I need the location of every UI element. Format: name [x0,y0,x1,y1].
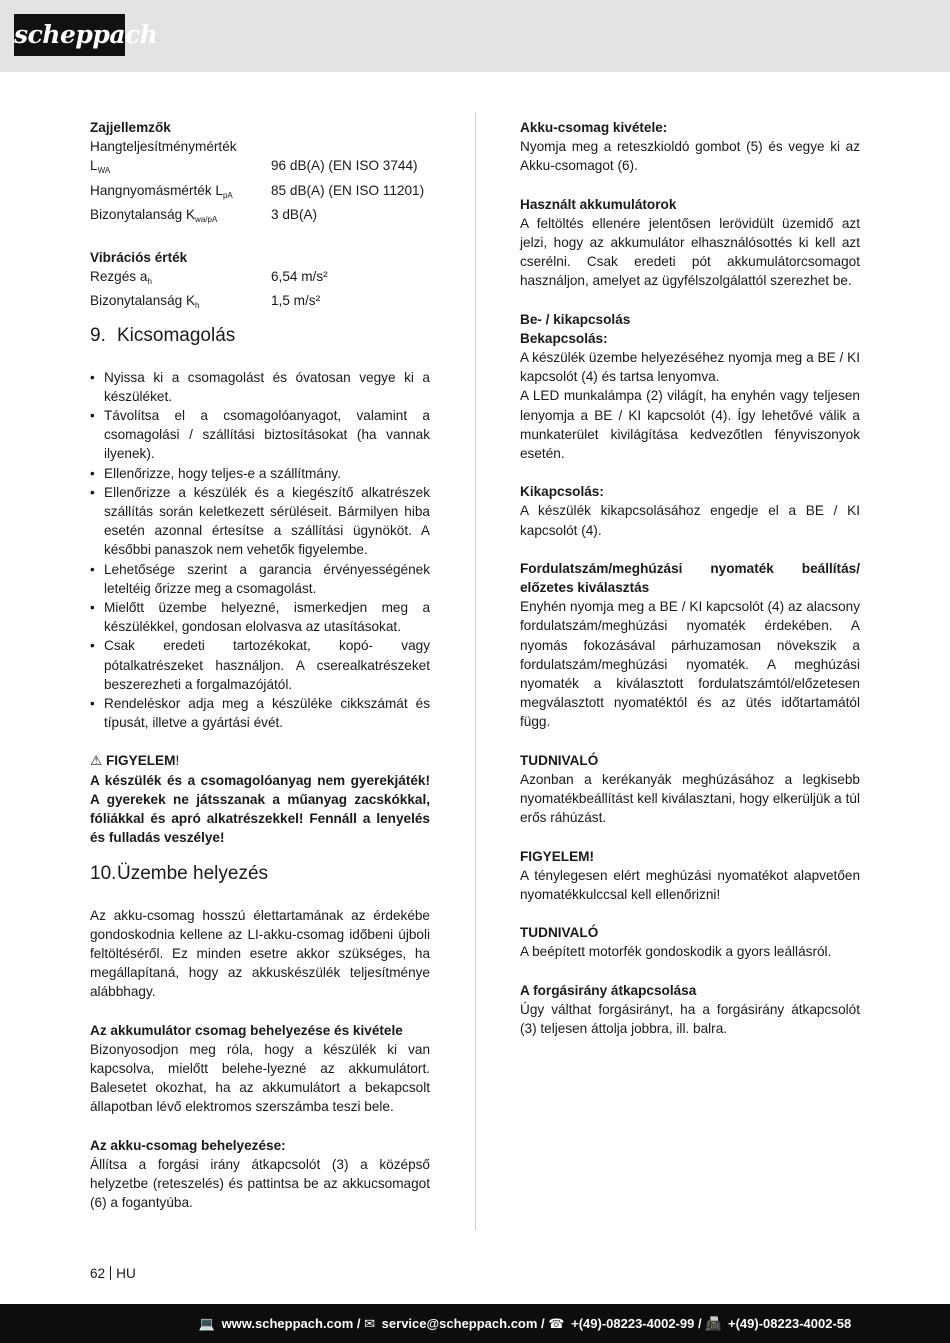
switch-on-paragraph-2: A LED munkalámpa (2) világít, ha enyhén vagy teljesen lenyomja a BE / KI kapcsolót (4). Így lehetővé válik a munkaterület kivilágítása kedvezőtlen fényviszonyok esetén. [520,388,860,462]
right-column [520,118,860,1038]
section-9-heading: 9. Kicsomagolás [90,324,236,346]
warning-heading: ⚠ FIGYELEM! [90,753,180,769]
section-10-heading: 10.Üzembe helyezés [90,862,269,884]
insert-heading: Az akku-csomag behelyezése: [90,1137,286,1153]
spec-label: Bizonytalanság $K_{wa/pA}$ [90,206,218,224]
footer-fax: +(49)-08223-4002-58 [728,1316,852,1331]
spec-row [90,156,430,180]
speed-torque-heading: Fordulatszám/meghúzási nyomaték beállítás/ előzetes kiválasztás [520,560,860,596]
note-2-heading: TUDNIVALÓ [520,925,599,941]
noise-spec-table [90,156,430,229]
direction-heading: A forgásirány átkapcsolása [520,982,697,998]
speed-torque-paragraph: Enyhén nyomja meg a BE / KI kapcsolót (4) az alacsony fordulatszám/meghúzási nyomaték érdekében. A nyomás fokozásával párhuzamosan növekszik a fordulatszám/meghúzási nyomaték. A meghúzási nyomaték a kiválasztott fordulatszámtól/előzetesen megválasztott nyomatéktól és az ütés időtartamától függ. [520,599,860,730]
list-item: • Mielőtt üzembe helyezné, ismerkedjen meg a készülékkel, gondosan elolvasva az utasításokat. [90,598,430,636]
vibration-spec-table [90,267,430,315]
footer-phone: +(49)-08223-4002-99 / [571,1316,702,1331]
spec-label: Bizonytalanság $K_h$ [90,293,200,311]
spec-value: 85 dB(A) (EN ISO 11201) [271,182,425,198]
page-number: 62 HU [90,1266,136,1281]
direction-paragraph: Úgy válthat forgásirányt, ha a forgásirány átkapcsolót (3) teljesen áttolja jobbra, ill. balra. [520,1001,860,1036]
used-batteries-paragraph: A feltöltés ellenére jelentősen lerövidült üzemidő azt jelzi, hogy az akkumulátor elhasználósottés ki kell azt cserélni. Csak eredeti pót akkumulátorcsomagot használjon, amelyet az ügyfélszolgálattól szerezhet be. [520,215,860,289]
list-item: • Távolítsa el a csomagolóanyagot, valamint a csomagolási / szállítási biztosításokat (ha vannak ilyenek). [90,406,430,464]
noise-subtitle: Hangteljesítménymérték [90,139,237,155]
page-footer [0,1304,950,1343]
brand-logo: scheppach [14,14,125,56]
noise-title: Zajjellemzők [90,120,171,135]
list-item: • Nyissa ki a csomagolást és óvatosan vegye ki a készüléket. [90,368,430,406]
note-1-heading: TUDNIVALÓ [520,752,599,768]
warning-icon: ⚠ [90,753,103,769]
spec-value: 96 dB(A) (EN ISO 3744) [271,158,418,174]
list-item: • Rendeléskor adja meg a készüléke cikkszámát és típusát, illetve a gyártási évét. [90,694,430,732]
spec-label: $L_{WA}$ [90,158,111,176]
switch-on-paragraph-1: A készülék üzembe helyezéséhez nyomja meg a BE / KI kapcsolót (4) és tartsa lenyomva. [520,350,860,385]
insert-remove-heading: Az akkumulátor csomag behelyezése és kivétele [90,1022,403,1038]
list-item: • Ellenőrizze, hogy teljes-e a szállítmány. [90,464,430,483]
list-item: • Ellenőrizze a készülék és a kiegészítő alkatrészek szállítás során keletkezett sérüléseit. Bármilyen hiba esetén azonnal értesítse a szállítási ügynököt. A későbbi panaszok nem vehetők figyelembe. [90,483,430,560]
spec-label: Hangnyomásmérték $L_{pA}$ [90,182,233,200]
switch-off-paragraph: A készülék kikapcsolásához engedje el a BE / KI kapcsolót (4). [520,503,860,538]
insert-remove-paragraph: Bizonyosodjon meg róla, hogy a készülék ki van kapcsolva, mielőtt belehe-lyezné az akkumulátort. Balesetet okozhat, ha az akkumulátort a bekapcsolt állapotban lévő elektromos szerszámba teszi bele. [90,1041,430,1115]
list-item: • Csak eredeti tartozékokat, kopó- vagy pótalkatrészeket használjon. A cserealkatrészeket beszerezheti a forgalmazójától. [90,636,430,694]
left-column [90,118,430,1212]
column-divider [475,112,476,1230]
list-item: • Lehetősége szerint a garancia érvényességének leteltéig őrizze meg a csomagolást. [90,560,430,598]
note-1-paragraph: Azonban a kerékanyák meghúzásához a legkisebb nyomatékbeállítást kell kiválasztani, hogy elkerüljük a túl erős ráhúzást. [520,771,860,826]
spec-value: 1,5 m/s² [271,293,321,309]
vibration-title: Vibrációs érték [90,250,188,266]
remove-heading: Akku-csomag kivétele: [520,120,668,135]
footer-website[interactable]: www.scheppach.com / [221,1316,361,1331]
spec-row [90,291,430,315]
attention-heading: FIGYELEM! [520,848,595,864]
spec-value: 3 dB(A) [271,206,318,222]
computer-icon: 💻 [198,1316,215,1331]
footer-email[interactable]: service@scheppach.com / [381,1316,545,1331]
insert-paragraph: Állítsa a forgási irány átkapcsolót (3) a középső helyzetbe (reteszelés) és pattintsa be az akkucsomagot (6) a fogantyúba. [90,1156,430,1211]
mail-icon: ✉ [364,1316,376,1331]
onoff-heading: Be- / kikapcsolás [520,311,631,327]
intro-paragraph: Az akku-csomag hosszú élettartamának az érdekébe gondoskodnia kellene az LI-akku-csomag időbeni újboli feltöltéséről. Ez minden esetre akkor szükséges, ha megállapítaná, hogy az akkuskészülék teljesítménye alábbhagy. [90,907,430,1000]
note-2-paragraph: A beépített motorfék gondoskodik a gyors leállásról. [520,944,832,960]
fax-icon: 📠 [705,1316,722,1331]
phone-icon: ☎ [548,1316,565,1331]
spec-label: Rezgés $a_h$ [90,269,152,287]
spec-row [90,205,430,229]
used-batteries-heading: Használt akkumulátorok [520,196,677,212]
remove-paragraph: Nyomja meg a reteszkioldó gombot (5) és vegye ki az Akku-csomagot (6). [520,139,860,174]
spec-value: 6,54 m/s² [271,269,328,285]
unpacking-list [90,368,430,733]
spec-row [90,181,430,205]
page-header [0,0,950,72]
warning-text: A készülék és a csomagolóanyag nem gyerekjáték! A gyerekek ne játsszanak a műanyag zacskókkal, fóliákkal és apró alkatrészekkel! Fennáll a lenyelés és fulladás veszélye! [90,772,430,846]
switch-on-heading: Bekapcsolás: [520,330,608,346]
switch-off-heading: Kikapcsolás: [520,484,604,500]
spec-row [90,267,430,291]
attention-paragraph: A ténylegesen elért meghúzási nyomatékot alapvetően nyomatékkulccsal kell ellenőrizni! [520,867,860,902]
